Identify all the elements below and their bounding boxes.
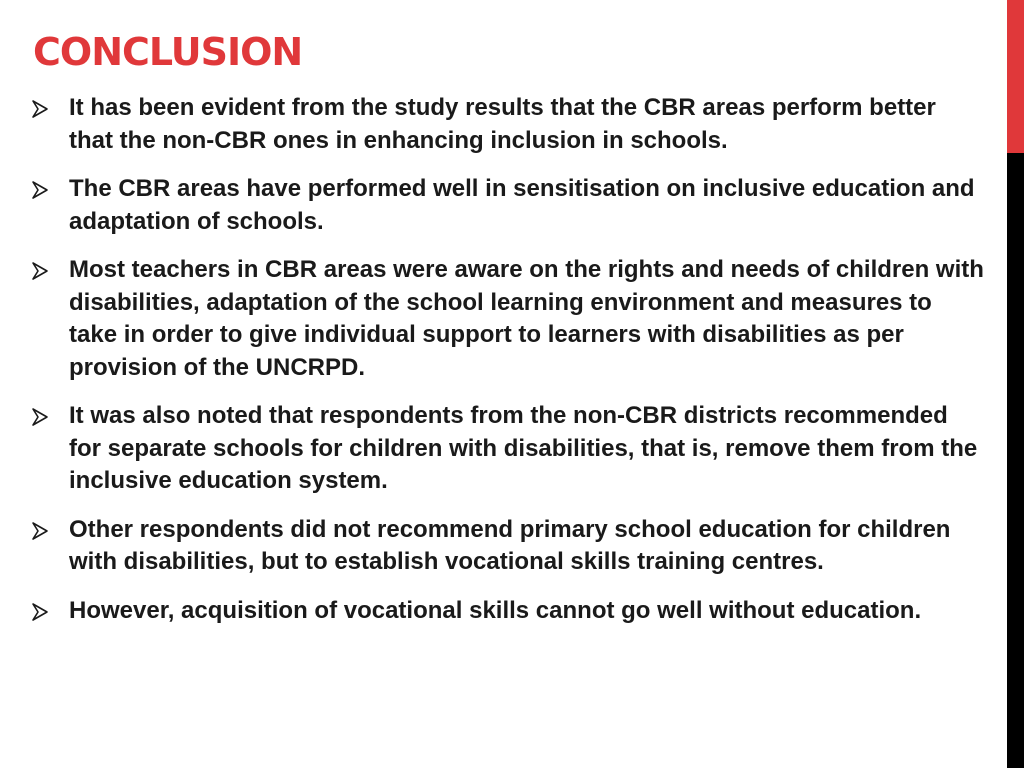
arrow-bullet-icon bbox=[30, 521, 50, 541]
slide-title: CONCLUSION bbox=[33, 30, 303, 74]
bullet-item bbox=[30, 173, 985, 238]
accent-bar-black-segment bbox=[1007, 153, 1024, 768]
bullet-text: Other respondents did not recommend primary school education for children with disabilities, but to establish vocational skills training centres. bbox=[69, 515, 951, 575]
bullet-text: The CBR areas have performed well in sensitisation on inclusive education and adaptation of schools. bbox=[69, 175, 975, 235]
arrow-bullet-icon bbox=[30, 602, 50, 622]
bullet-item bbox=[30, 254, 985, 384]
arrow-bullet-icon bbox=[30, 407, 50, 427]
bullet-list bbox=[30, 92, 985, 643]
bullet-item bbox=[30, 92, 985, 157]
bullet-item bbox=[30, 400, 985, 498]
arrow-bullet-icon bbox=[30, 261, 50, 281]
bullet-item bbox=[30, 595, 985, 628]
bullet-text: It has been evident from the study results that the CBR areas perform better that the non-CBR ones in enhancing inclusion in schools. bbox=[69, 94, 936, 154]
side-accent-bar bbox=[1007, 0, 1024, 768]
bullet-text: Most teachers in CBR areas were aware on the rights and needs of children with disabilities, adaptation of the school learning environment and measures to take in order to give individual support to learners with disabilities as per provision of the UNCRPD. bbox=[69, 256, 984, 381]
arrow-bullet-icon bbox=[30, 180, 50, 200]
accent-bar-red-segment bbox=[1007, 0, 1024, 153]
bullet-text: However, acquisition of vocational skills cannot go well without education. bbox=[69, 596, 922, 624]
bullet-text: It was also noted that respondents from the non-CBR districts recommended for separate schools for children with disabilities, that is, remove them from the inclusive education system. bbox=[69, 402, 978, 494]
bullet-item bbox=[30, 514, 985, 579]
arrow-bullet-icon bbox=[30, 99, 50, 119]
